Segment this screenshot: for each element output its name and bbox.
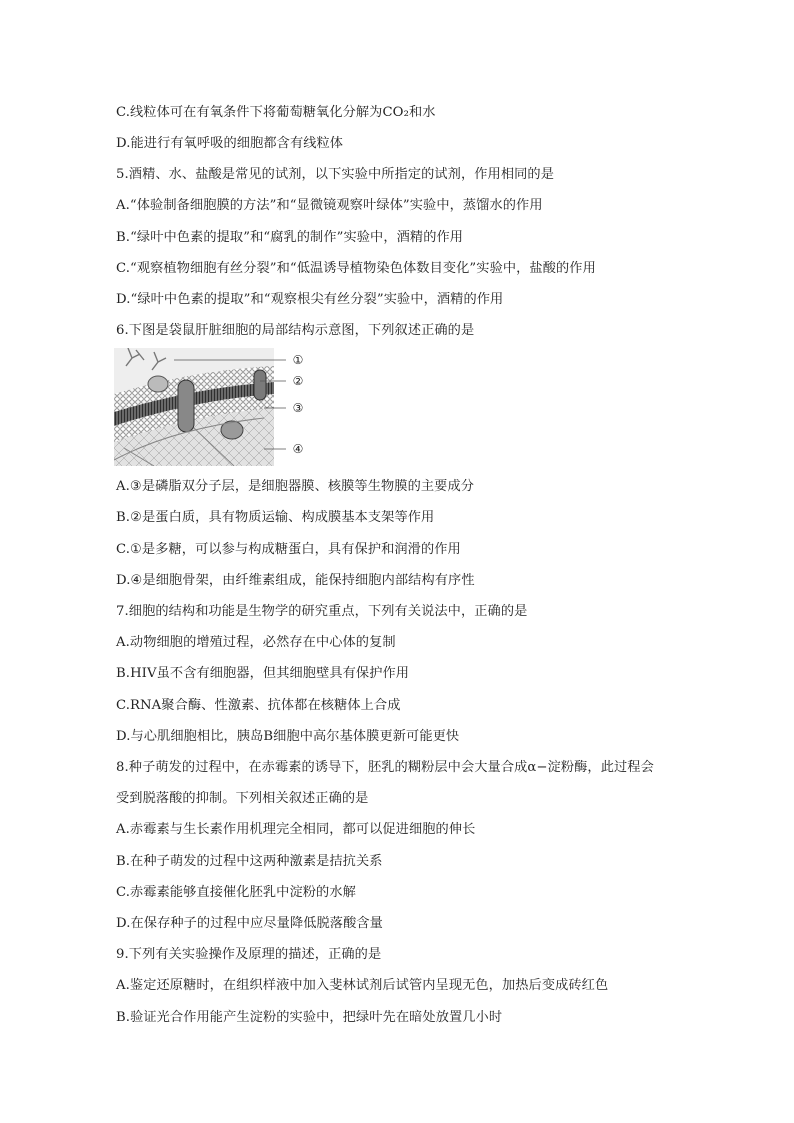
option-b-q6: B.②是蛋白质，具有物质运输、构成膜基本支架等作用	[116, 510, 435, 525]
label-4: ④	[292, 442, 304, 456]
cell-membrane-figure	[114, 348, 310, 466]
question-9: 9.下列有关实验操作及原理的描述，正确的是	[116, 947, 382, 962]
option-c-q7: C.RNA聚合酶、性激素、抗体都在核糖体上合成	[116, 698, 401, 713]
option-d-q4: D.能进行有氧呼吸的细胞都含有线粒体	[116, 136, 344, 151]
option-a-q7: A.动物细胞的增殖过程，必然存在中心体的复制	[116, 635, 396, 650]
option-d-q5: D.“绿叶中色素的提取”和“观察根尖有丝分裂”实验中，酒精的作用	[116, 292, 504, 307]
option-b-q7: B.HIV虽不含有细胞器，但其细胞壁具有保护作用	[116, 666, 410, 681]
question-8-line-2: 受到脱落酸的抑制。下列相关叙述正确的是	[116, 791, 369, 806]
option-d-q7: D.与心肌细胞相比，胰岛B细胞中高尔基体膜更新可能更快	[116, 729, 460, 744]
option-c-q6: C.①是多糖，可以参与构成糖蛋白，具有保护和润滑的作用	[116, 542, 461, 557]
option-b-q5: B.“绿叶中色素的提取”和“腐乳的制作”实验中，酒精的作用	[116, 230, 464, 245]
option-b-q9: B.验证光合作用能产生淀粉的实验中，把绿叶先在暗处放置几小时	[116, 1010, 503, 1025]
question-6: 6.下图是袋鼠肝脏细胞的局部结构示意图，下列叙述正确的是	[116, 323, 475, 338]
option-a-q5: A.“体验制备细胞膜的方法”和“显微镜观察叶绿体”实验中，蒸馏水的作用	[116, 198, 543, 213]
question-8-line-1: 8.种子萌发的过程中，在赤霉素的诱导下，胚乳的糊粉层中会大量合成α−淀粉酶，此过程会	[116, 760, 654, 775]
option-b-q8: B.在种子萌发的过程中这两种激素是拮抗关系	[116, 854, 383, 869]
label-1: ①	[292, 353, 304, 367]
option-d-q6: D.④是细胞骨架，由纤维素组成，能保持细胞内部结构有序性	[116, 573, 475, 588]
protein-left	[148, 376, 168, 392]
option-a-q9: A.鉴定还原糖时，在组织样液中加入斐林试剂后试管内呈现无色，加热后变成砖红色	[116, 978, 609, 993]
transmembrane-protein	[178, 380, 194, 432]
label-2: ②	[292, 374, 304, 388]
option-a-q8: A.赤霉素与生长素作用机理完全相同，都可以促进细胞的伸长	[116, 822, 476, 837]
option-c-q8: C.赤霉素能够直接催化胚乳中淀粉的水解	[116, 885, 356, 900]
question-5: 5.酒精、水、盐酸是常见的试剂，以下实验中所指定的试剂，作用相同的是	[116, 167, 554, 182]
option-a-q6: A.③是磷脂双分子层，是细胞器膜、核膜等生物膜的主要成分	[116, 479, 475, 494]
protein-right	[254, 370, 266, 400]
label-3: ③	[292, 401, 304, 415]
option-c-q4: C.线粒体可在有氧条件下将葡萄糖氧化分解为CO₂和水	[116, 105, 436, 120]
option-c-q5: C.“观察植物细胞有丝分裂”和“低温诱导植物染色体数目变化”实验中，盐酸的作用	[116, 261, 596, 276]
option-d-q8: D.在保存种子的过程中应尽量降低脱落酸含量	[116, 916, 383, 931]
question-7: 7.细胞的结构和功能是生物学的研究重点，下列有关说法中，正确的是	[116, 604, 528, 619]
